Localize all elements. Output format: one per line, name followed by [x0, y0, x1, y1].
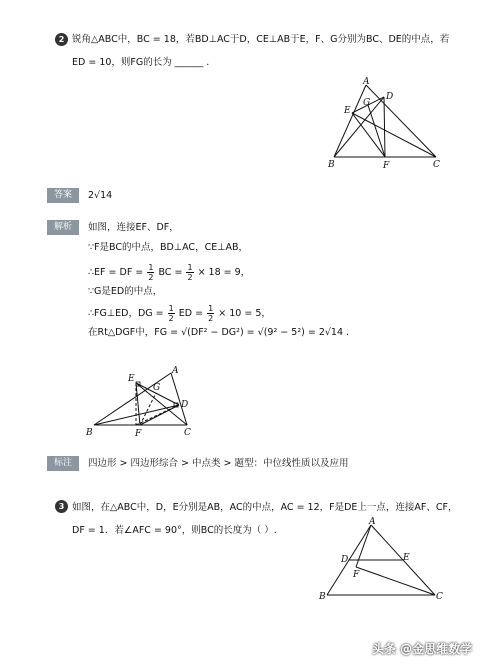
figure-label-c: C — [433, 160, 440, 170]
figure-label-f: F — [353, 570, 360, 580]
label-tag: 标注 — [47, 456, 79, 471]
question-3-line-1: 如图，在△ABC中，D，E分别是AB，AC的中点，AC = 12，F是DE上一点，连接AF、CF， — [72, 502, 458, 513]
figure-label-c: C — [436, 592, 443, 602]
fraction-half: $\frac{1}{2}$ — [148, 263, 154, 282]
watermark: 头条 @金思维数学 — [372, 642, 473, 656]
analysis-figure — [84, 365, 199, 440]
figure-label-d: D — [181, 400, 189, 410]
answer-tag: 答案 — [47, 188, 79, 203]
figure-label-b: B — [319, 592, 326, 602]
question-2-line-1: 锐角△ABC中，BC = 18，若BD⊥AC于D，CE⊥AB于E，F、G分别为BC、DE的中点，若 — [72, 34, 450, 45]
figure-label-e: E — [128, 374, 135, 384]
figure-label-e: E — [344, 106, 351, 116]
question-number-badge: 2 — [55, 33, 68, 46]
analysis-line-3 — [88, 263, 250, 282]
knowledge-path: 四边形 > 四边形综合 > 中点类 > 题型：中位线性质以及应用 — [88, 458, 349, 469]
figure-label-a: A — [172, 366, 179, 376]
figure-label-g: G — [153, 383, 161, 393]
figure-label-f: F — [383, 161, 390, 170]
figure-label-a: A — [363, 77, 370, 87]
figure-label-a: A — [369, 517, 376, 527]
analysis-line-5 — [88, 304, 271, 323]
question-2-line-2: ED = 10，则FG的长为 ______ . — [72, 57, 210, 68]
analysis-line-3-c: × 18 = 9， — [197, 267, 251, 278]
figure-label-c: C — [184, 428, 191, 438]
analysis-line-2: ∵F是BC的中点，BD⊥AC，CE⊥AB， — [88, 242, 248, 253]
analysis-line-3-a: ∴EF = DF = — [88, 267, 144, 278]
analysis-tag: 解析 — [47, 220, 79, 235]
analysis-line-5-b: ED = — [178, 308, 204, 319]
figure-label-f: F — [135, 429, 142, 439]
figure-label-d: D — [386, 92, 394, 102]
figure-label-b: B — [328, 160, 335, 170]
analysis-line-1: 如图，连接EF、DF， — [88, 222, 179, 233]
question-number-badge: 3 — [55, 500, 68, 513]
figure-label-d: D — [341, 555, 349, 565]
question-3-figure — [315, 515, 450, 605]
question-3-line-2: DF = 1．若∠AFC = 90°，则BC的长度为（ ）. — [72, 525, 277, 536]
analysis-line-6-b: √(DF² − DG²) = √(9² − 5²) = 2√14 . — [181, 327, 350, 338]
figure-label-e: E — [403, 553, 410, 563]
analysis-line-5-a: ∴FG⊥ED，DG = — [88, 308, 164, 319]
analysis-line-3-b: BC = — [158, 267, 183, 278]
analysis-line-6-a: 在Rt△DGF中，FG = — [88, 327, 179, 338]
analysis-line-5-c: × 10 = 5， — [218, 308, 271, 319]
fraction-half: $\frac{1}{2}$ — [187, 263, 193, 282]
answer-value: 2√14 — [88, 190, 113, 201]
analysis-line-4: ∵G是ED的中点， — [88, 286, 163, 297]
fraction-half: $\frac{1}{2}$ — [168, 304, 174, 323]
fraction-half: $\frac{1}{2}$ — [208, 304, 214, 323]
analysis-line-6 — [88, 326, 349, 339]
figure-label-g: G — [363, 98, 371, 108]
figure-label-b: B — [86, 428, 93, 438]
question-2-figure — [320, 75, 450, 170]
